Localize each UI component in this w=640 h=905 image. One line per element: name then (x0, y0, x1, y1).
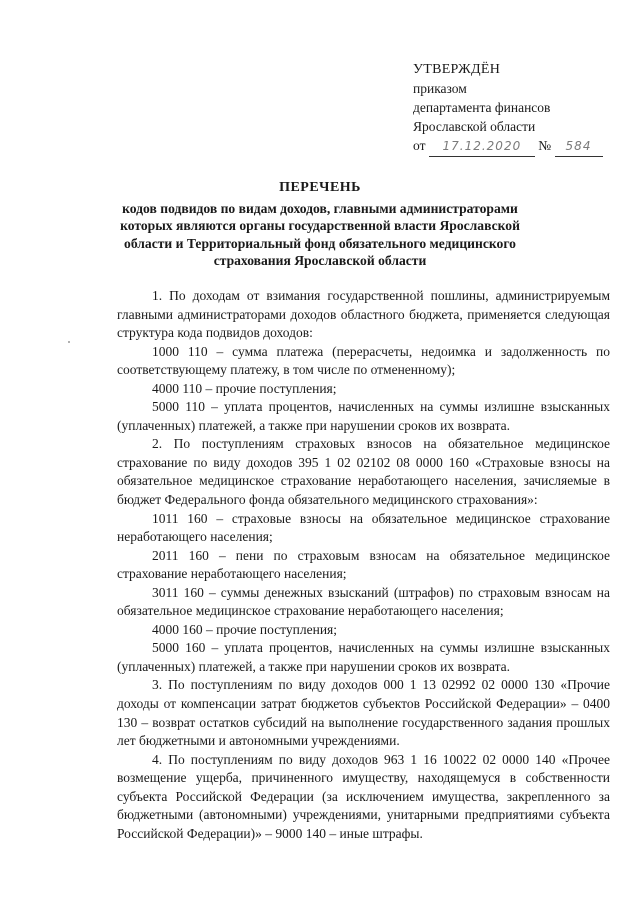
document-subtitle: кодов подвидов по видам доходов, главными администраторами которых являются органы государственной власти Ярославской области и Территориальный фонд обязательного медицинского страхования Ярославской области (120, 200, 520, 268)
paragraph: 5000 110 – уплата процентов, начисленных на суммы излишне взысканных (уплаченных) платежей, а также при нарушении сроков их возврата. (117, 399, 610, 433)
paragraph: 4000 110 – прочие поступления; (152, 380, 337, 396)
paragraph: 1011 160 – страховые взносы на обязательное медицинское страхование неработающего населения; (117, 510, 610, 545)
paragraph: 4000 160 – прочие поступления; (152, 621, 338, 637)
approval-stamp (413, 60, 603, 157)
document-body (117, 287, 610, 843)
document-heading (108, 179, 532, 270)
approval-date-line (413, 136, 603, 157)
paragraph: 2. По поступлениям страховых взносов на обязательное медицинское страхование по виду доходов 395 1 02 02102 08 0000 160 «Страховые взносы на обязательное медицинское страхование неработающего населения, зачисляемые в бюджет Федерального фонда обязательного медицинского страхования»: (117, 436, 610, 508)
approval-number: 584 (555, 137, 603, 157)
approval-line-order: приказом (413, 81, 467, 96)
scan-speck (68, 341, 70, 343)
paragraph: 4. По поступлениям по виду доходов 963 1 16 10022 02 0000 140 «Прочее возмещение ущерба, причиненного имуществу, находящемуся в собственности субъекта Российской Федерации (за исключением имущества, закрепленного за бюджетными (автономными) учреждениями, унитарными предприятиями субъекта Российской Федерации)» – 9000 140 – иные штрафы. (117, 751, 610, 841)
approval-line-department: департамента финансов (413, 100, 551, 115)
paragraph: 3. По поступлениям по виду доходов 000 1 13 02992 02 0000 130 «Прочие доходы от компенсации затрат бюджетов субъектов Российской Федерации» – 0400 130 – возврат остатков субсидий на выполнение государственного задания прошлых лет бюджетными и автономными учреждениями. (117, 677, 610, 749)
paragraph: 3011 160 – суммы денежных взысканий (штрафов) по страховым взносам на обязательное медицинское страхование неработающего населения; (117, 584, 610, 619)
approval-title: УТВЕРЖДЁН (413, 62, 501, 77)
paragraph: 1. По доходам от взимания государственной пошлины, администрируемым главными администраторами доходов областного бюджета, применяется следующая структура кода подвидов доходов: (117, 288, 610, 341)
approval-line-region: Ярославской области (413, 119, 536, 134)
paragraph: 1000 110 – сумма платежа (перерасчеты, недоимка и задолженность по соответствующему платежу, в том числе по отмененному); (117, 343, 610, 378)
paragraph: 5000 160 – уплата процентов, начисленных на суммы излишне взысканных (уплаченных) платежей, а также при нарушении сроков их возврата. (117, 640, 610, 674)
document-title: ПЕРЕЧЕНЬ (279, 180, 361, 195)
approval-date: 17.12.2020 (429, 137, 535, 157)
paragraph: 2011 160 – пени по страховым взносам на обязательное медицинское страхование неработающего населения; (117, 547, 610, 582)
approval-from-label: от (413, 138, 426, 153)
approval-number-label: № (538, 138, 552, 153)
